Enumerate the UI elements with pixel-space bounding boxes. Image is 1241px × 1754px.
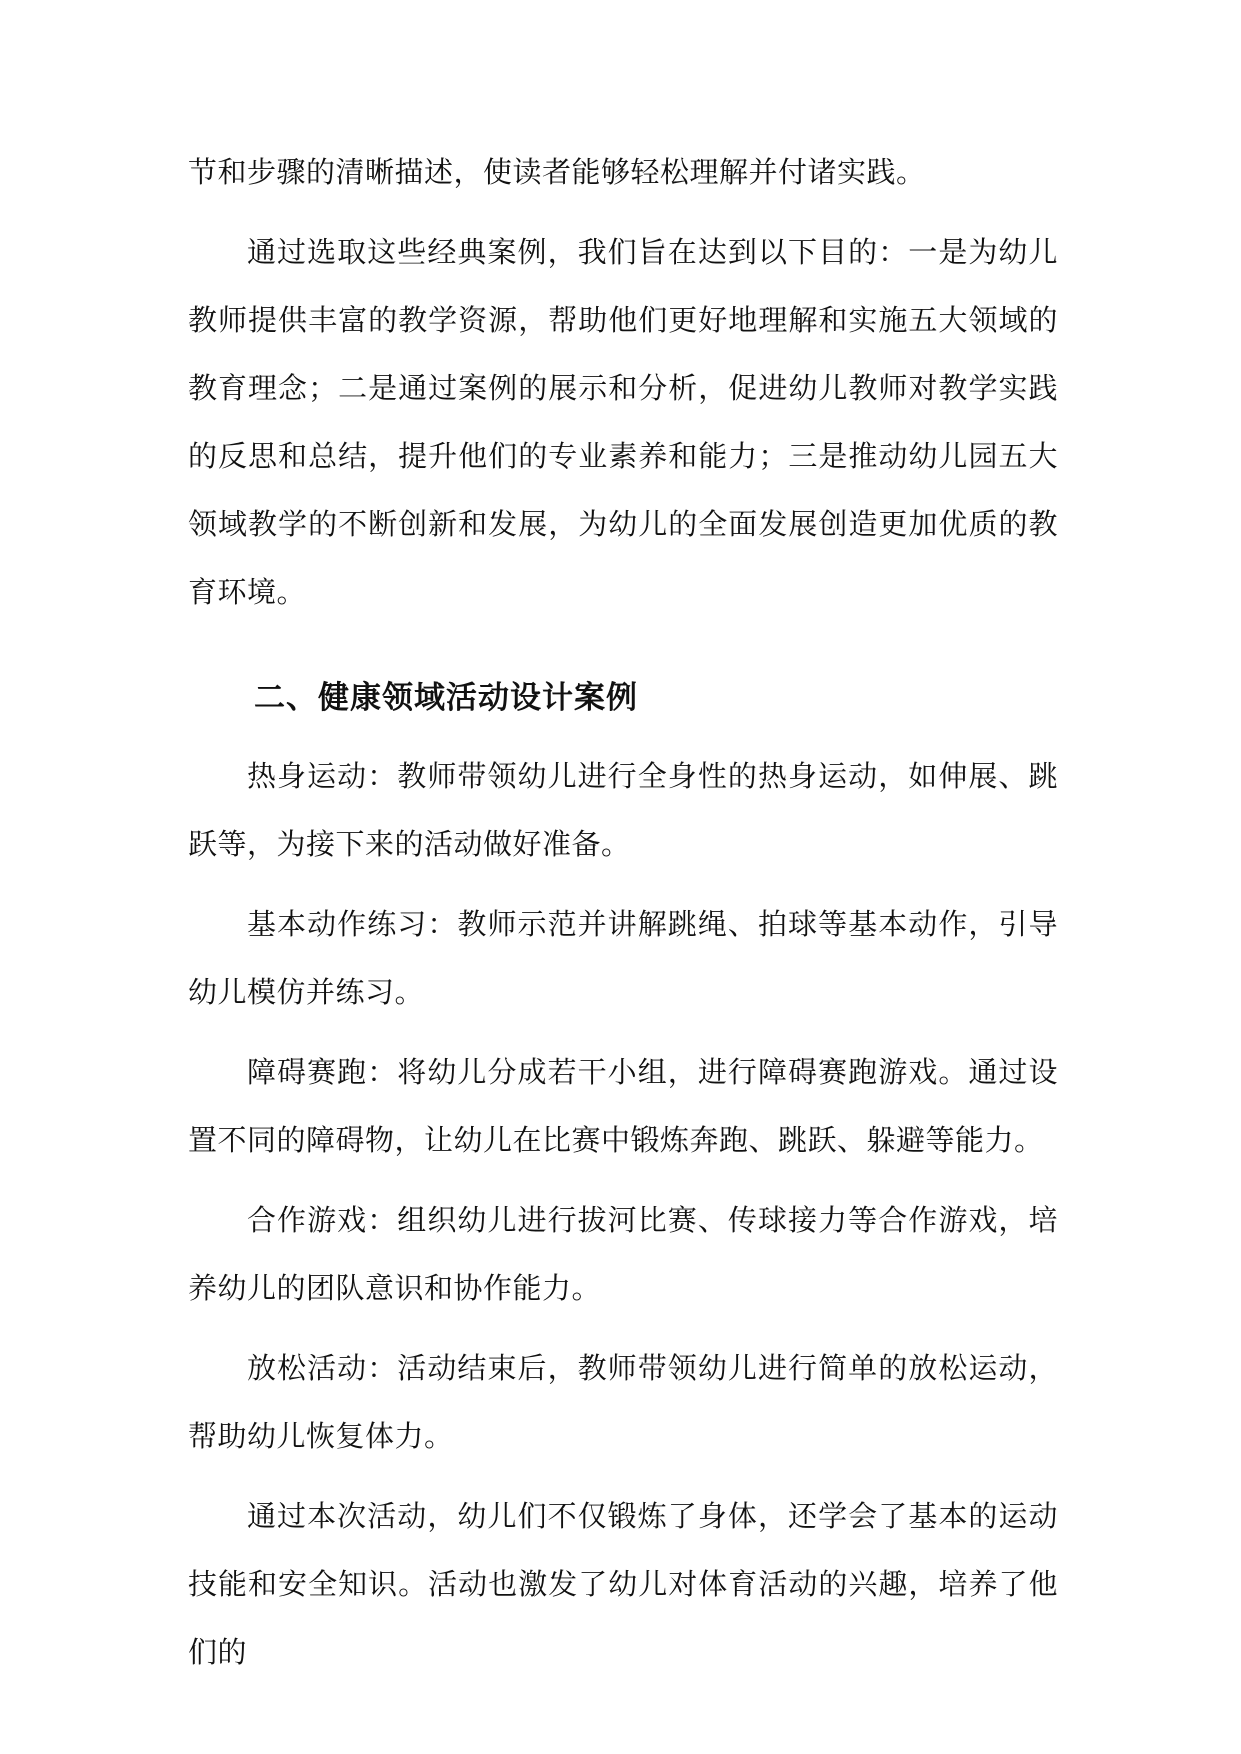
paragraph-basic-movements: 基本动作练习：教师示范并讲解跳绳、拍球等基本动作，引导幼儿模仿并练习。 xyxy=(188,907,1058,1009)
paragraph-relaxation: 放松活动：活动结束后，教师带领幼儿进行简单的放松运动，帮助幼儿恢复体力。 xyxy=(188,1351,1058,1453)
paragraph-summary: 通过本次活动，幼儿们不仅锻炼了身体，还学会了基本的运动技能和安全知识。活动也激发了幼儿对体育活动的兴趣，培养了他们的 xyxy=(188,1499,1058,1669)
paragraph-warmup: 热身运动：教师带领幼儿进行全身性的热身运动，如伸展、跳跃等，为接下来的活动做好准备。 xyxy=(188,759,1058,861)
paragraph-cooperative-games: 合作游戏：组织幼儿进行拔河比赛、传球接力等合作游戏，培养幼儿的团队意识和协作能力。 xyxy=(188,1203,1058,1305)
paragraph-objectives: 通过选取这些经典案例，我们旨在达到以下目的：一是为幼儿教师提供丰富的教学资源，帮助他们更好地理解和实施五大领域的教育理念；二是通过案例的展示和分析，促进幼儿教师对教学实践的反思和总结，提升他们的专业素养和能力；三是推动幼儿园五大领域教学的不断创新和发展，为幼儿的全面发展创造更加优质的教育环境。 xyxy=(188,235,1058,609)
document-body xyxy=(188,138,1058,1698)
paragraph-continued: 节和步骤的清晰描述，使读者能够轻松理解并付诸实践。 xyxy=(188,155,926,189)
paragraph-obstacle-race: 障碍赛跑：将幼儿分成若干小组，进行障碍赛跑游戏。通过设置不同的障碍物，让幼儿在比赛中锻炼奔跑、跳跃、躲避等能力。 xyxy=(188,1055,1058,1157)
section-heading: 二、健康领域活动设计案例 xyxy=(254,680,638,716)
